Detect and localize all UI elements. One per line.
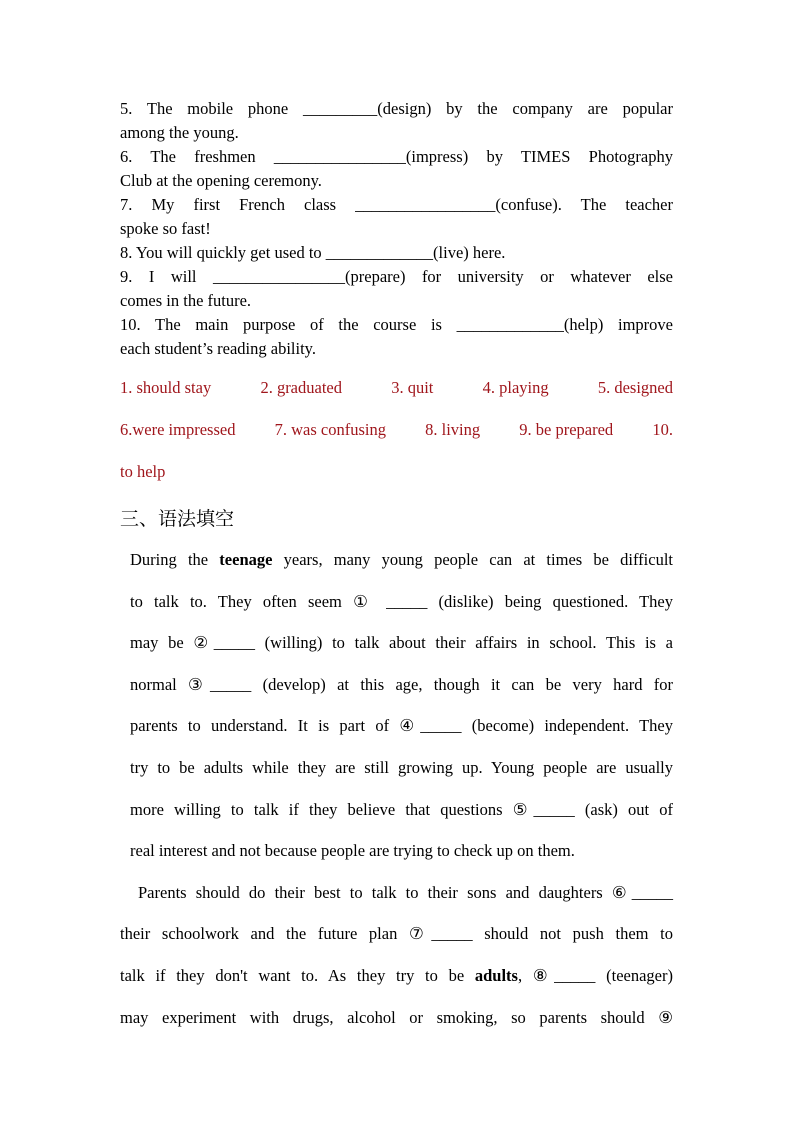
question-line: 5. The mobile phone _________(design) by the company are popular bbox=[120, 99, 673, 118]
answer-item: 6.were impressed bbox=[120, 420, 236, 439]
passage-line: normal ③_____ (develop) at this age, though it can be very hard for bbox=[130, 674, 673, 694]
answer-item: 5. designed bbox=[597, 378, 673, 397]
answer-item: 1. should stay bbox=[120, 378, 212, 397]
question-8 bbox=[120, 241, 673, 265]
question-10 bbox=[120, 313, 673, 361]
worksheet-page bbox=[120, 97, 673, 1038]
answer-item: 2. graduated bbox=[260, 378, 342, 397]
question-5 bbox=[120, 97, 673, 145]
answer-item: 9. be prepared bbox=[519, 420, 614, 439]
passage-line: their schoolwork and the future plan ⑦_____ should not push them to bbox=[120, 924, 673, 944]
answer-row bbox=[120, 409, 673, 451]
answer-item: 8. living bbox=[425, 420, 481, 439]
passage-paragraph-2 bbox=[120, 872, 673, 1038]
question-line: 8. You will quickly get used to _____________(live) here. bbox=[120, 243, 506, 262]
passage-line: may experiment with drugs, alcohol or smoking, so parents should ⑨ bbox=[120, 1007, 673, 1027]
passage-line: Parents should do their best to talk to their sons and daughters ⑥_____ bbox=[138, 882, 673, 902]
passage-text: During the bbox=[130, 550, 220, 569]
passage-text: talk if they don't want to. As they try to be bbox=[120, 965, 475, 985]
question-line: 6. The freshmen ________________(impress) by TIMES Photography bbox=[120, 147, 673, 166]
question-list bbox=[120, 97, 673, 361]
question-line: spoke so fast! bbox=[120, 219, 211, 238]
answer-item: to help bbox=[120, 462, 166, 481]
answer-item: 4. playing bbox=[482, 378, 549, 397]
passage-text: , ⑧_____ (teenager) bbox=[517, 965, 673, 985]
question-7 bbox=[120, 193, 673, 241]
passage-line: parents to understand. It is part of ④_____ (become) independent. They bbox=[130, 716, 673, 736]
question-line: 9. I will ________________(prepare) for university or whatever else bbox=[120, 267, 673, 286]
question-line: 10. The main purpose of the course is _____________(help) improve bbox=[120, 315, 673, 334]
section-title: 三、语法填空 bbox=[120, 508, 235, 530]
answer-item: 7. was confusing bbox=[274, 420, 386, 439]
passage-line: more willing to talk if they believe that questions ⑤_____ (ask) out of bbox=[130, 799, 673, 819]
passage-line: try to be adults while they are still growing up. Young people are usually bbox=[130, 757, 673, 777]
question-line: Club at the opening ceremony. bbox=[120, 171, 322, 190]
answer-item: 10. bbox=[652, 420, 673, 439]
question-line: comes in the future. bbox=[120, 291, 252, 310]
answer-row bbox=[120, 367, 673, 409]
passage-line: may be ②_____ (willing) to talk about their affairs in school. This is a bbox=[130, 633, 673, 653]
passage-line bbox=[120, 955, 673, 997]
answer-row bbox=[120, 451, 673, 493]
passage-text: years, many young people can at times be difficult bbox=[272, 550, 673, 569]
question-9 bbox=[120, 265, 673, 313]
answer-item: 3. quit bbox=[391, 378, 434, 397]
passage-line: to talk to. They often seem ① _____ (dislike) being questioned. They bbox=[130, 591, 673, 611]
answer-key bbox=[120, 367, 673, 493]
question-6 bbox=[120, 145, 673, 193]
question-line: 7. My first French class _________________(confuse). The teacher bbox=[120, 195, 673, 214]
passage-paragraph-1 bbox=[120, 539, 673, 872]
passage-line bbox=[130, 539, 673, 581]
question-line: among the young. bbox=[120, 123, 239, 142]
bold-word: teenage bbox=[219, 550, 273, 569]
question-line: each student’s reading ability. bbox=[120, 339, 316, 358]
bold-word: adults bbox=[474, 965, 518, 985]
passage-line: real interest and not because people are trying to check up on them. bbox=[130, 841, 575, 861]
